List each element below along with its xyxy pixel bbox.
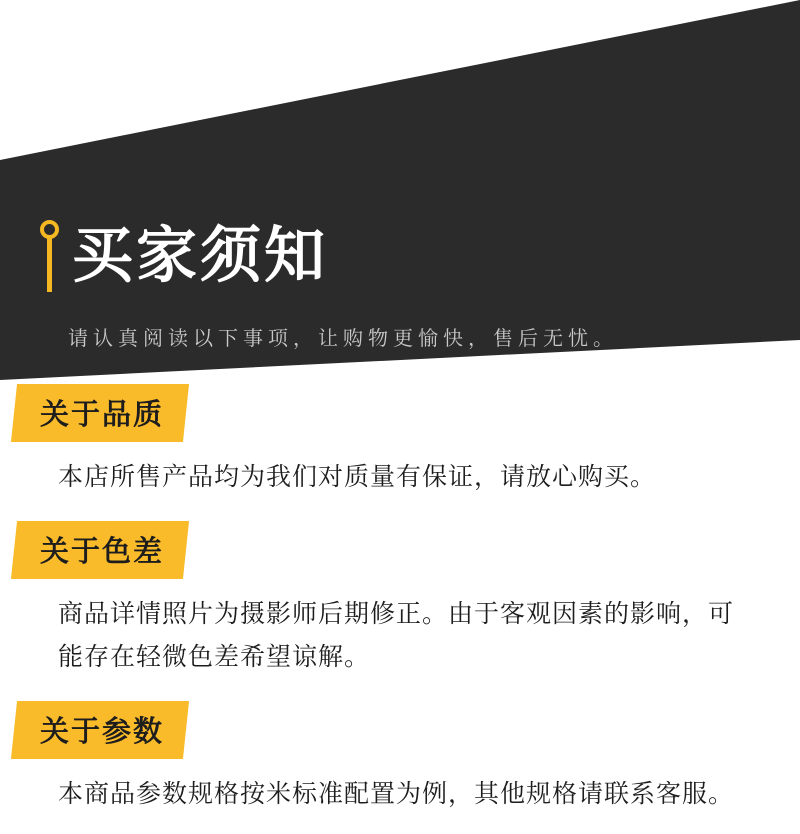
section-badge-params-label: 关于参数 <box>40 716 165 748</box>
section-badge-color <box>11 521 189 579</box>
notice-sections <box>0 378 800 834</box>
section-badge-quality-label: 关于品质 <box>40 399 165 431</box>
section-text-quality: 本店所售产品均为我们对质量有保证，请放心购买。 <box>58 463 657 491</box>
section-text-params: 本商品参数规格按米标准配置为例，其他规格请联系客服。 <box>58 780 735 808</box>
notice-section-quality <box>0 384 800 499</box>
section-text-color: 商品详情照片为摄影师后期修正。由于客观因素的影响，可能存在轻微色差希望谅解。 <box>58 600 735 671</box>
pin-head-icon <box>40 220 59 239</box>
pin-icon <box>38 218 64 308</box>
section-badge-quality <box>11 384 189 442</box>
header <box>38 218 738 351</box>
pin-stem-icon <box>47 238 52 292</box>
page-subtitle: 请认真阅读以下事项，让购物更愉快，售后无忧。 <box>68 328 618 350</box>
page-title: 买家须知 <box>72 221 329 289</box>
section-badge-params <box>11 701 189 759</box>
section-badge-color-label: 关于色差 <box>40 536 165 568</box>
title-row <box>38 218 738 308</box>
notice-section-color <box>0 521 800 679</box>
notice-section-params <box>0 701 800 816</box>
